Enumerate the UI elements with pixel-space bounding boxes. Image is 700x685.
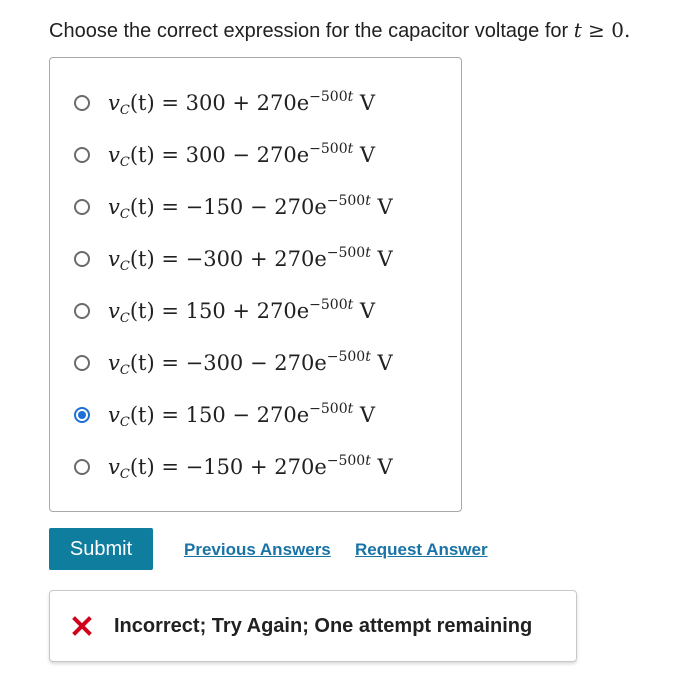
radio-button[interactable]	[74, 303, 90, 319]
option-expression: $v_C(t) = 300 - 270e^{-500t}$ V	[108, 140, 376, 170]
feedback-box	[49, 590, 577, 662]
answer-option[interactable]	[74, 192, 393, 222]
feedback-message: Incorrect; Try Again; One attempt remaining	[114, 614, 533, 637]
radio-button[interactable]	[74, 355, 90, 371]
condition-value: 0	[611, 18, 624, 42]
answer-option[interactable]	[74, 88, 375, 118]
radio-dot	[78, 411, 86, 419]
option-expression: $v_C(t) = -150 - 270e^{-500t}$ V	[108, 192, 393, 222]
question-prompt	[49, 16, 630, 45]
previous-answers-link[interactable]: Previous Answers	[184, 540, 331, 559]
condition-variable: t	[573, 18, 582, 42]
x-icon	[72, 616, 92, 636]
option-expression: $v_C(t) = -300 - 270e^{-500t}$ V	[108, 348, 393, 378]
radio-button[interactable]	[74, 199, 90, 215]
radio-button[interactable]	[74, 407, 90, 423]
option-expression: $v_C(t) = 150 + 270e^{-500t}$ V	[108, 296, 376, 326]
condition-period: .	[624, 18, 631, 42]
radio-button[interactable]	[74, 251, 90, 267]
answer-option[interactable]	[74, 296, 375, 326]
option-expression: $v_C(t) = -300 + 270e^{-500t}$ V	[108, 244, 393, 274]
option-expression: $v_C(t) = 150 - 270e^{-500t}$ V	[108, 400, 376, 430]
answer-option[interactable]	[74, 348, 393, 378]
option-expression: $v_C(t) = 300 + 270e^{-500t}$ V	[108, 88, 376, 118]
question-text: Choose the correct expression for the capacitor voltage for	[49, 20, 569, 42]
condition-operator: ≥	[581, 18, 612, 42]
submit-button[interactable]: Submit	[49, 528, 153, 570]
answer-option[interactable]	[74, 244, 393, 274]
answer-option[interactable]	[74, 140, 375, 170]
radio-button[interactable]	[74, 459, 90, 475]
option-expression: $v_C(t) = -150 + 270e^{-500t}$ V	[108, 452, 393, 482]
radio-button[interactable]	[74, 95, 90, 111]
answer-option[interactable]	[74, 400, 375, 430]
request-answer-link[interactable]: Request Answer	[355, 540, 488, 559]
radio-button[interactable]	[74, 147, 90, 163]
answer-option[interactable]	[74, 452, 393, 482]
answer-options	[49, 57, 462, 512]
